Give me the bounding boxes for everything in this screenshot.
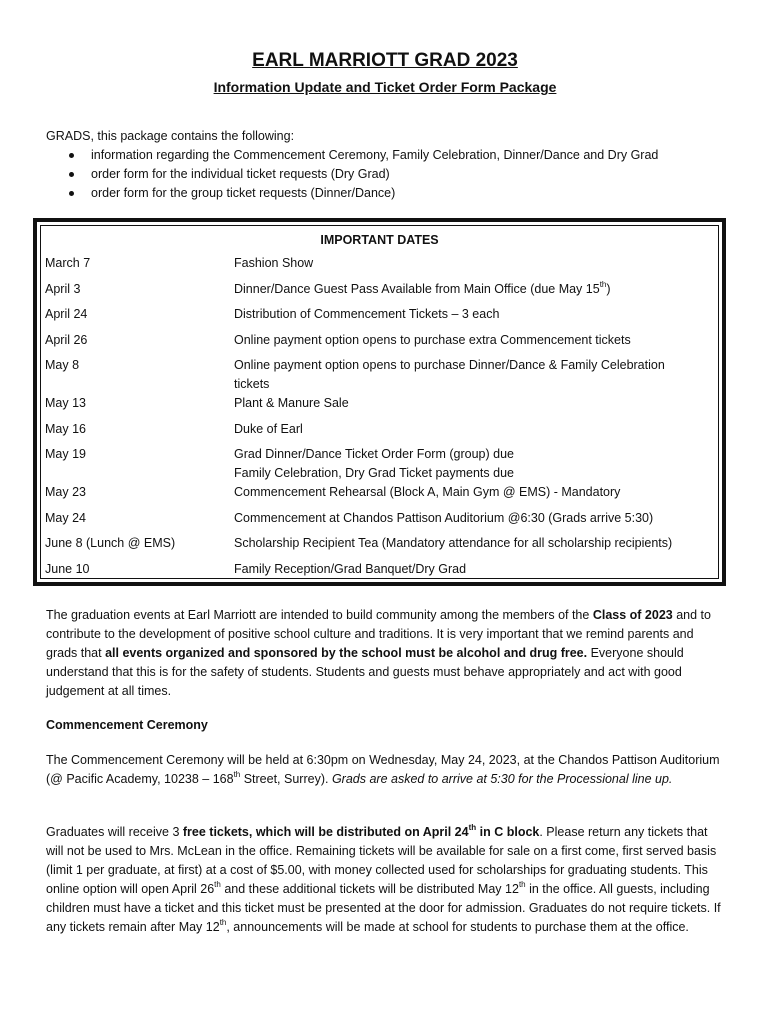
event-cell: Distribution of Commencement Tickets – 3 each bbox=[234, 307, 500, 321]
important-dates-box bbox=[33, 218, 726, 586]
date-cell: April 24 bbox=[45, 307, 88, 321]
list-item: information regarding the Commencement Ceremony, Family Celebration, Dinner/Dance and Dry Grad bbox=[66, 146, 658, 165]
important-dates-heading: IMPORTANT DATES bbox=[320, 233, 439, 247]
date-cell: May 16 bbox=[45, 422, 86, 436]
event-cell: Family Celebration, Dry Grad Ticket payments due bbox=[234, 466, 514, 480]
date-cell: May 19 bbox=[45, 447, 86, 461]
ceremony-paragraph: The Commencement Ceremony will be held at 6:30pm on Wednesday, May 24, 2023, at the Chandos Pattison Auditorium (@ Pacific Academy, 10238 – 168th Street, Surrey). Grads are asked to arrive at 5:30 for the Processional line up. bbox=[46, 753, 720, 786]
event-cell: Fashion Show bbox=[234, 256, 314, 270]
section-heading: Commencement Ceremony bbox=[46, 718, 208, 732]
date-cell: May 24 bbox=[45, 511, 86, 525]
list-item: order form for the individual ticket requests (Dry Grad) bbox=[66, 165, 658, 184]
date-cell: April 26 bbox=[45, 333, 88, 347]
event-cell: Online payment option opens to purchase Dinner/Dance & Family Celebration bbox=[234, 358, 665, 372]
intro-text: GRADS, this package contains the following: bbox=[46, 129, 295, 143]
policy-paragraph: The graduation events at Earl Marriott are intended to build community among the members of the Class of 2023 and to contribute to the development of positive school culture and traditions. It is very important that we remind parents and grads that all events organized and sponsored by the school must be alcohol and drug free. Everyone should understand that this is for the safety of students. Students and guests must behave appropriately and act with good judgement at all times. bbox=[46, 608, 711, 698]
event-cell: Commencement Rehearsal (Block A, Main Gym @ EMS) - Mandatory bbox=[234, 485, 621, 499]
event-cell: Dinner/Dance Guest Pass Available from Main Office (due May 15th) bbox=[234, 279, 611, 296]
list-item: order form for the group ticket requests (Dinner/Dance) bbox=[66, 184, 658, 203]
event-cell: Plant & Manure Sale bbox=[234, 396, 349, 410]
document-subtitle: Information Update and Ticket Order Form Package bbox=[213, 79, 557, 95]
event-cell: Online payment option opens to purchase extra Commencement tickets bbox=[234, 333, 631, 347]
event-cell: tickets bbox=[234, 377, 270, 391]
date-cell: June 10 bbox=[45, 562, 90, 576]
date-cell: May 13 bbox=[45, 396, 86, 410]
document-title: EARL MARRIOTT GRAD 2023 bbox=[252, 50, 518, 71]
tickets-paragraph: Graduates will receive 3 free tickets, which will be distributed on April 24th in C block. Please return any tickets that will not be used to Mrs. McLean in the office. Remaining tickets will be available for sale on a first come, first served basis (limit 1 per graduate, at first) at a cost of $5.00, with money collected used for scholarships for graduating students. This online option will open April 26th and these additional tickets will be distributed May 12th in the office. All guests, including children must have a ticket and this ticket must be presented at the door for admission. Graduates do not require tickets. If any tickets remain after May 12th, announcements will be made at school for students to purchase them at the office. bbox=[46, 822, 721, 934]
package-contents-list bbox=[66, 146, 658, 203]
event-cell: Scholarship Recipient Tea (Mandatory attendance for all scholarship recipients) bbox=[234, 536, 673, 550]
date-cell: May 23 bbox=[45, 485, 86, 499]
date-cell: March 7 bbox=[45, 256, 91, 270]
date-cell: June 8 (Lunch @ EMS) bbox=[45, 536, 176, 550]
event-cell: Commencement at Chandos Pattison Auditorium @6:30 (Grads arrive 5:30) bbox=[234, 511, 654, 525]
event-cell: Grad Dinner/Dance Ticket Order Form (group) due bbox=[234, 447, 514, 461]
event-cell: Family Reception/Grad Banquet/Dry Grad bbox=[234, 562, 467, 576]
event-cell: Duke of Earl bbox=[234, 422, 303, 436]
date-cell: April 3 bbox=[45, 282, 81, 296]
date-cell: May 8 bbox=[45, 358, 80, 372]
